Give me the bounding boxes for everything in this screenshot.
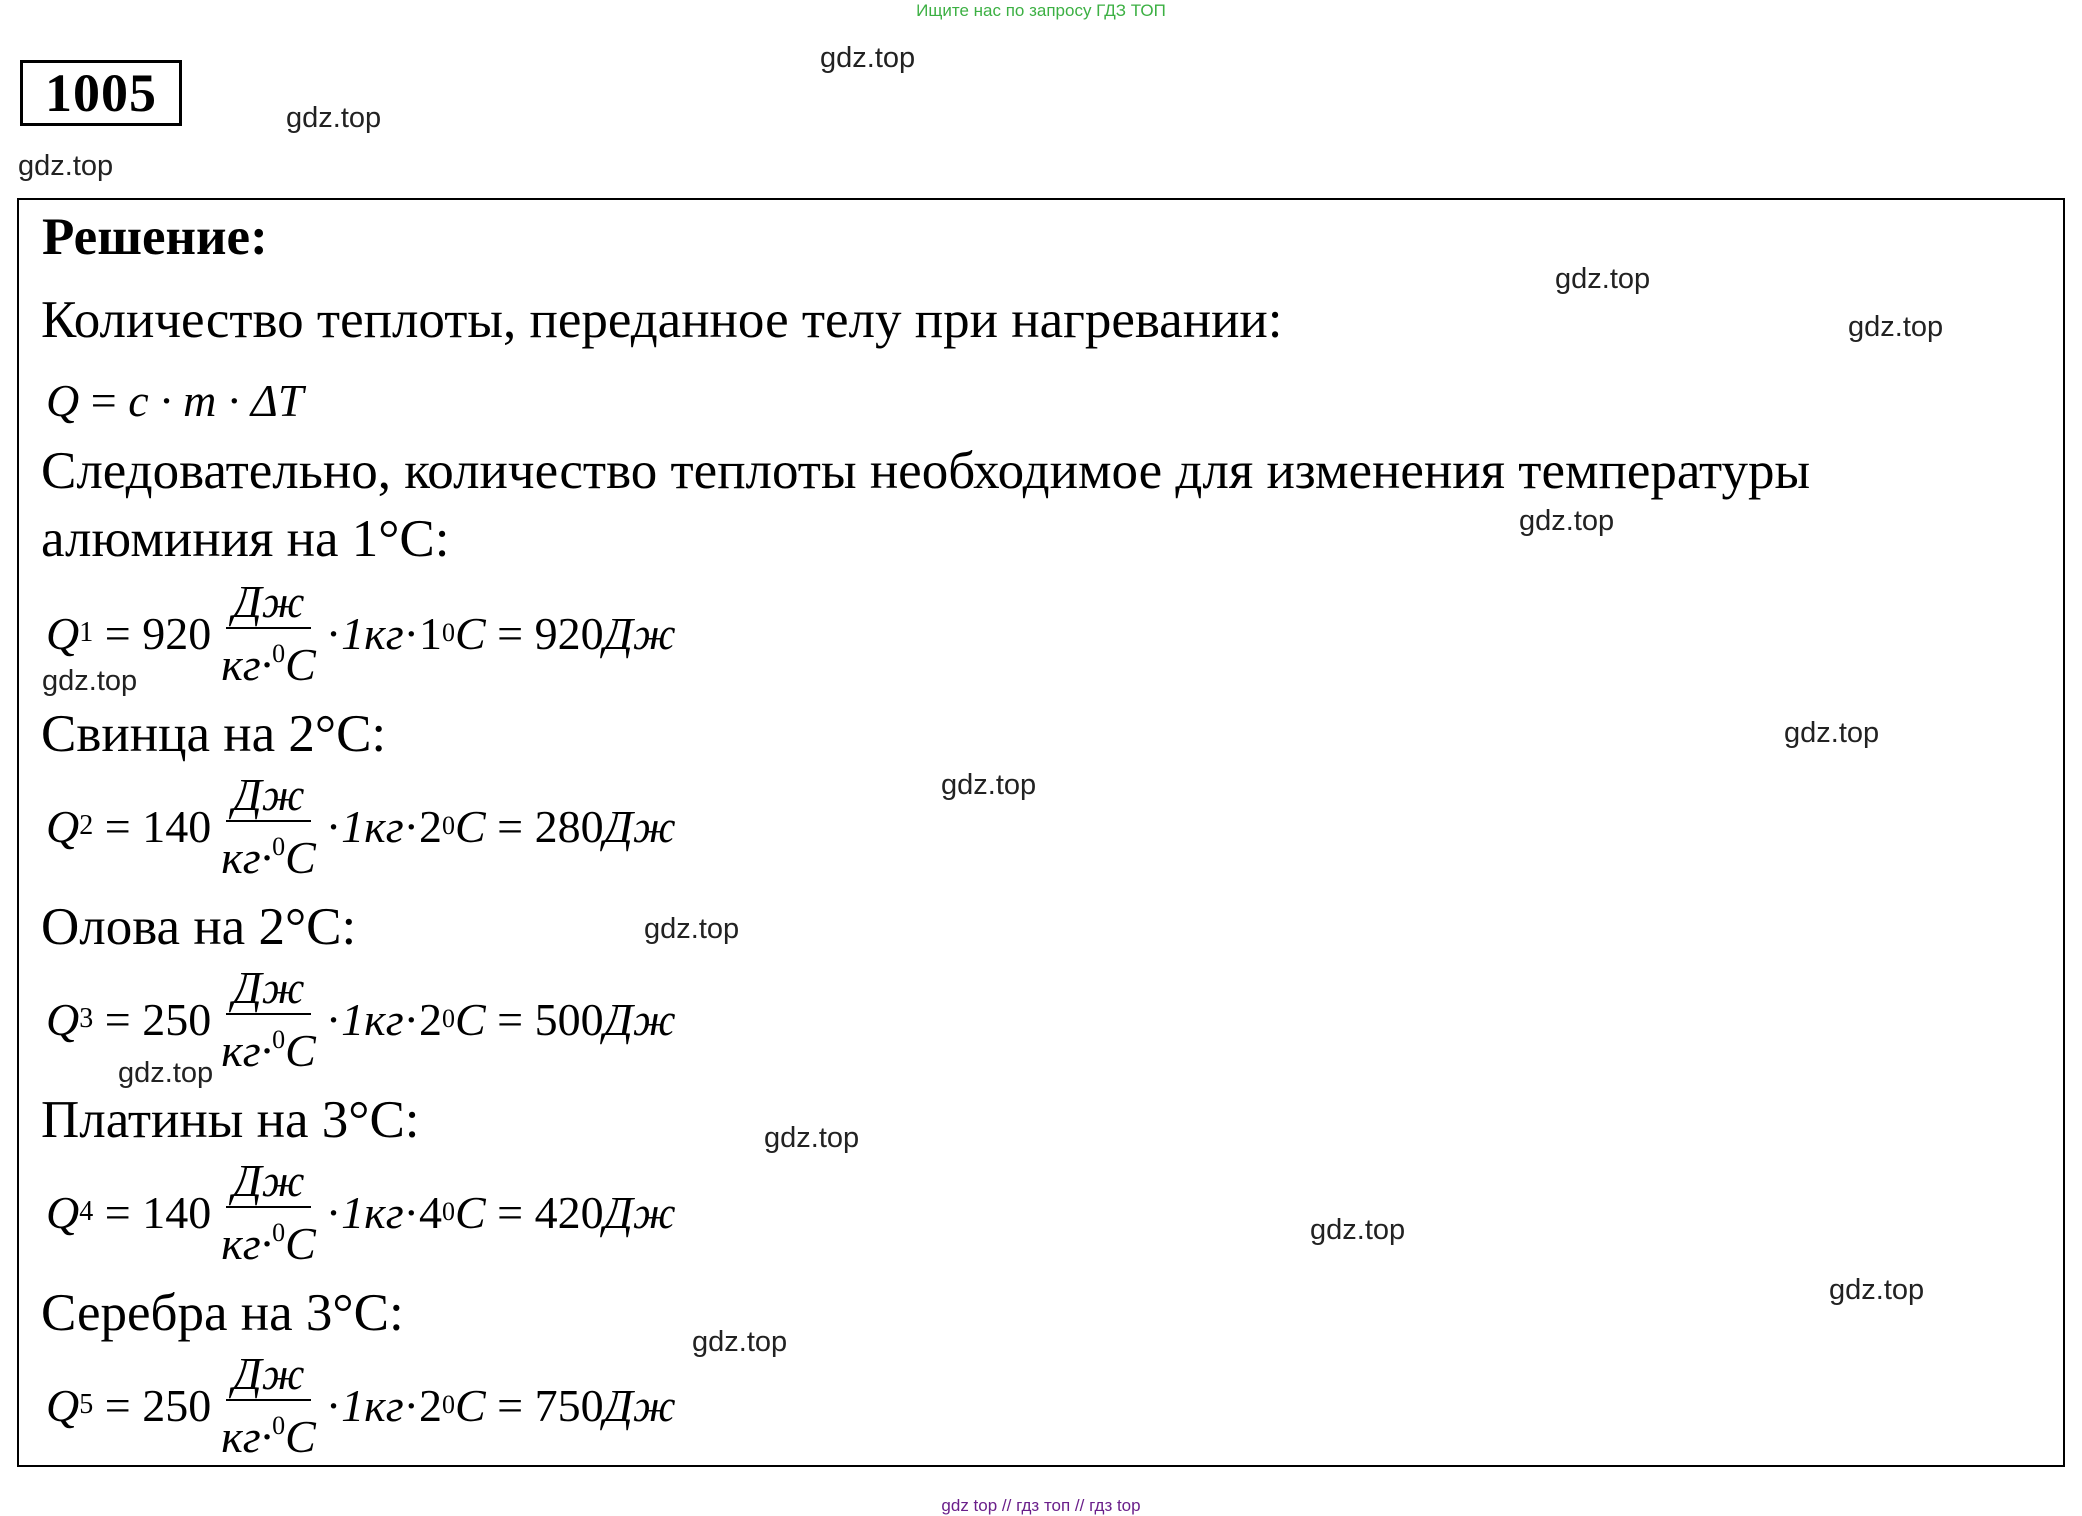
consequence-line-2: алюминия на 1°С:: [41, 510, 450, 568]
formula-q5: Q 5 = 250 $\frac{Дж}{кг\cdot^0C}$ · 1кг · 2 0 C = 750 Дж: [46, 1347, 676, 1462]
task-number: 1005: [20, 60, 182, 126]
watermark: gdz.top: [1519, 505, 1615, 537]
formula-q3: Q 3 = 250 $\frac{Дж}{кг\cdot^0C}$ · 1кг · 2 0 C = 500 Дж: [46, 961, 676, 1076]
watermark: gdz.top: [286, 102, 382, 134]
watermark: gdz.top: [1784, 717, 1880, 749]
formula-rhs: c · m · ΔT: [128, 374, 304, 426]
case-label-2: Олова на 2°С:: [41, 898, 357, 956]
watermark: gdz.top: [1848, 311, 1944, 343]
watermark: gdz.top: [1829, 1274, 1925, 1306]
formula-q1: Q 1 = 920 $\frac{Дж}{кг\cdot^0C}$ · 1кг · 1 0 C = 920 Дж: [46, 575, 676, 690]
top-banner: Ищите нас по запросу ГДЗ ТОП: [916, 1, 1166, 20]
formula-lhs: Q: [46, 374, 80, 426]
watermark: gdz.top: [118, 1057, 214, 1089]
watermark: gdz.top: [1310, 1214, 1406, 1246]
watermark: gdz.top: [18, 150, 114, 182]
footer-links: gdz top // гдз топ // гдз top: [941, 1496, 1141, 1515]
watermark: gdz.top: [941, 769, 1037, 801]
consequence-line-1: Следовательно, количество теплоты необходимое для изменения температуры: [41, 442, 1811, 500]
watermark: gdz.top: [644, 913, 740, 945]
intro-text: Количество теплоты, переданное телу при нагревании:: [41, 291, 1283, 349]
solution-heading: Решение:: [42, 208, 268, 266]
watermark: gdz.top: [820, 42, 916, 74]
case-label-1: Свинца на 2°С:: [41, 705, 387, 763]
watermark: gdz.top: [692, 1326, 788, 1358]
watermark: gdz.top: [1555, 263, 1651, 295]
case-label-3: Платины на 3°С:: [41, 1091, 420, 1149]
case-label-4: Серебра на 3°С:: [41, 1284, 404, 1342]
base-formula: Q = c · m · ΔT: [46, 374, 304, 426]
watermark: gdz.top: [42, 665, 138, 697]
formula-q4: Q 4 = 140 $\frac{Дж}{кг\cdot^0C}$ · 1кг · 4 0 C = 420 Дж: [46, 1154, 676, 1269]
watermark: gdz.top: [764, 1122, 860, 1154]
formula-q2: Q 2 = 140 $\frac{Дж}{кг\cdot^0C}$ · 1кг · 2 0 C = 280 Дж: [46, 768, 676, 883]
